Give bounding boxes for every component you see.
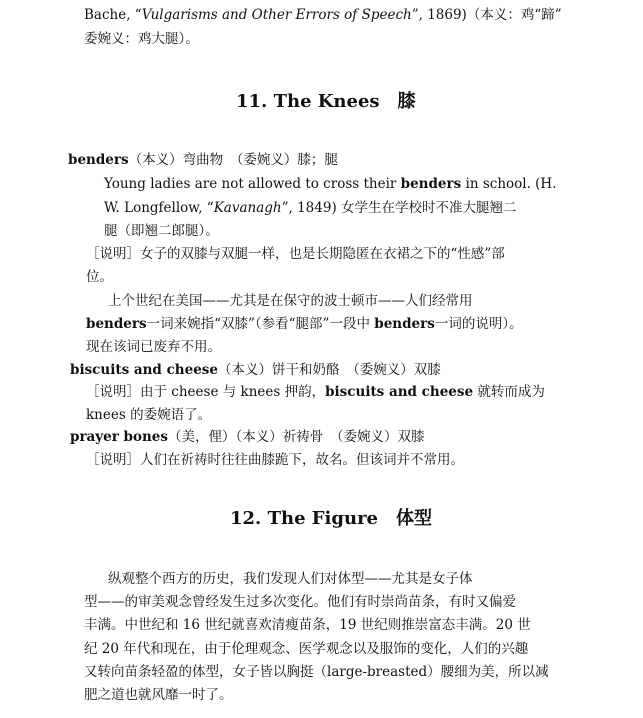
citation-text: Bache, “ [84,7,142,23]
example-text: ”, 1849) 女学生在学校时不准大腿翘二 [281,200,517,216]
example-text: W. Longfellow, “ [104,200,214,216]
section-heading: 12. The Figure 体型 [230,508,433,529]
note-line: knees 的委婉语了。 [86,407,212,423]
example-line [104,175,557,193]
paragraph-line: 型——的审美观念曾经发生过多次变化。他们有时崇尚苗条，有时又偏爱 [84,594,516,610]
note-text: 就转而成为 [473,384,545,400]
example-term: benders [400,176,462,192]
text-line [84,6,562,24]
example-line [104,199,517,217]
entry-line [68,151,338,169]
note-line: ［说明］女子的双膝与双腿一样，也是长期隐匿在衣裙之下的“性感”部 [86,246,505,262]
note-line: 上个世纪在美国——尤其是在保守的波士顿市——人们经常用 [108,293,473,309]
paragraph-line: 肥之道也就风靡一时了。 [84,687,233,703]
note-line: ［说明］人们在祈祷时往往曲膝跪下，故名。但该词并不常用。 [86,452,464,468]
example-text: Young ladies are not allowed to cross their [104,176,401,192]
entry-term: benders [68,152,129,168]
note-line: 现在该词已废弃不用。 [86,339,221,355]
note-text: 一词的说明）。 [434,316,523,332]
citation-text: ”, 1869)（本义：鸡“蹄” [411,7,562,23]
entry-term: biscuits and cheese [70,362,218,378]
entry-gloss: （美，俚）（本义）祈祷骨 （委婉义）双膝 [168,429,425,445]
example-title: Kavanagh [213,200,282,216]
entry-line [70,361,441,379]
entry-gloss: （本义）弯曲物 （委婉义）膝；腿 [128,152,338,168]
paragraph-line: 纵观整个西方的历史，我们发现人们对体型——尤其是女子体 [108,571,473,587]
entry-gloss: （本义）饼干和奶酪 （委婉义）双膝 [217,362,441,378]
note-term: biscuits and cheese [325,384,474,400]
note-text: ［说明］由于 cheese 与 knees 押韵， [86,384,326,400]
example-text: in school. (H. [461,176,557,192]
note-line [86,315,523,333]
note-line [86,383,545,401]
note-line: 位。 [86,269,113,285]
paragraph-line: 又转向苗条轻盈的体型，女子皆以胸挺（large-breasted）腰细为美，所以减 [84,664,549,680]
section-heading: 11. The Knees 膝 [236,91,416,112]
example-line: 腿（即翘二郎腿）。 [104,223,219,239]
note-term: benders [86,316,147,332]
paragraph-line: 丰满。中世纪和 16 世纪就喜欢清瘦苗条，19 世纪则推崇富态丰满。20 世 [84,617,531,633]
paragraph-line: 纪 20 年代和现在，由于伦理观念、医学观念以及服饰的变化，人们的兴趣 [84,641,529,657]
note-term: benders [374,316,435,332]
entry-line [70,428,425,446]
text-line: 委婉义：鸡大腿）。 [84,31,199,47]
citation-title: Vulgarisms and Other Errors of Speech [141,7,412,23]
entry-term: prayer bones [70,429,168,445]
note-text: 一词来婉指“双膝”（参看“腿部”一段中 [146,316,375,332]
